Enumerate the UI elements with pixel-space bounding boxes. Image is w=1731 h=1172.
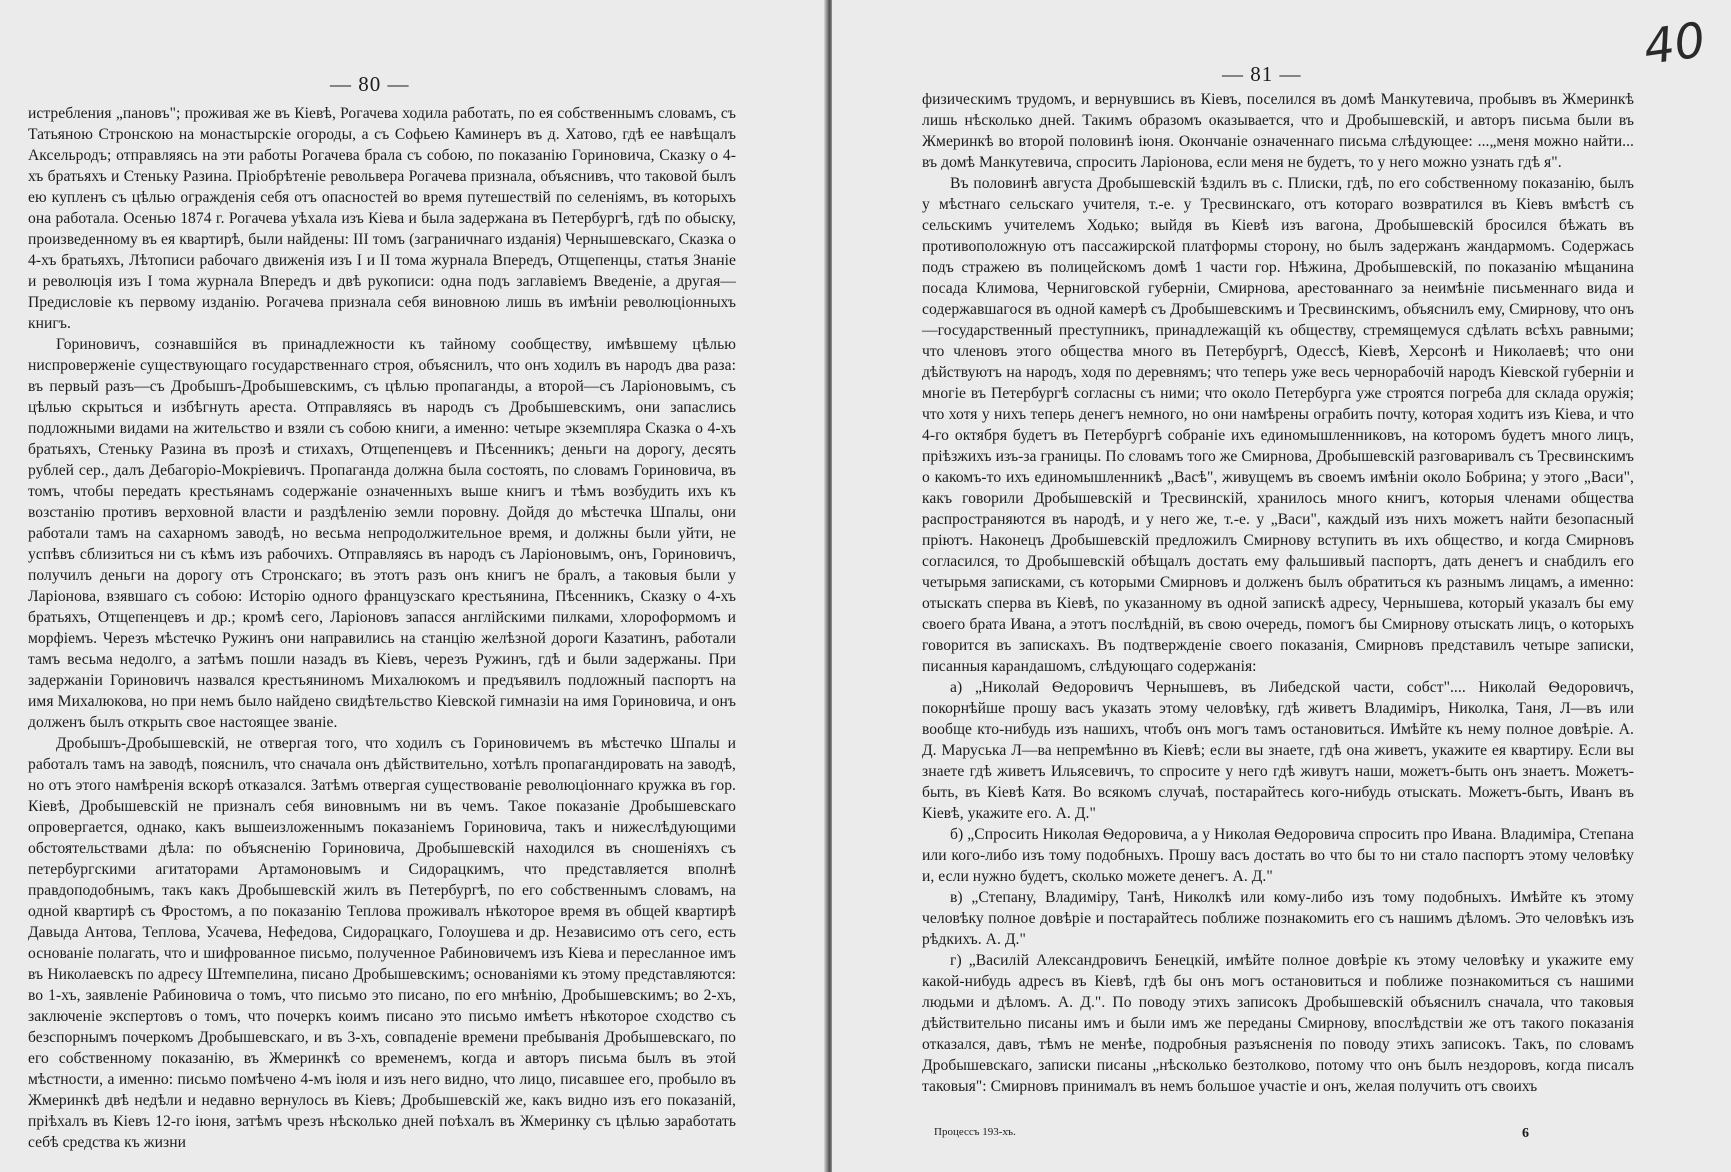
left-paragraph-2: Гориновичъ, сознавшійся въ принадлежности къ тайному сообществу, имѣвшему цѣлью ниспроверженіе существующаго государственнаго строя, объяснилъ, что онъ ходилъ въ народъ два раза: въ первый разъ—съ Дробышъ-Дробышевскимъ, съ цѣлью пропаганды, а второй—съ Ларіоновымъ, съ цѣлью скрыться и избѣгнуть ареста. Отправляясь въ народъ съ Дробышевскимъ, они запаслись подложными видами на жительство и взяли съ собою книги, а именно: четыре экземпляра Сказка о 4-хъ братьяхъ, Стеньку Разина въ прозѣ и стихахъ, Отщепенцевъ и Пѣсенникъ; деньги на дорогу, десять рублей сер., далъ Дебагоріо-Мокріевичъ. Пропаганда должна была состоять, по словамъ Гориновича, въ томъ, чтобы передать крестьянамъ содержаніе означенныхъ выше книгъ и тѣмъ возбудить ихъ къ возстанію противъ верховной власти и раздѣленію земли поровну. Дойдя до мѣстечка Шпалы, они работали тамъ на сахарномъ заводѣ, но весьма непродолжительное время, и должны были уйти, не успѣвъ сблизиться ни съ кѣмъ изъ рабочихъ. Отправляясь въ народъ съ Ларіоновымъ, онъ, Гориновичъ, получилъ деньги на дорогу отъ Стронскаго; въ этотъ разъ онъ книгъ не бралъ, а таковыя были у Ларіонова, взявшаго съ собою: Исторію одного французскаго крестьянина, Пѣсенникъ, Сказку о 4-хъ братьяхъ, Отщепенцевъ и др.; кромѣ сего, Ларіоновъ запасся англійскими пилками, хлороформомъ и морфіемъ. Черезъ мѣстечко Ружинъ они направились на станцію желѣзной дороги Казатинъ, работали тамъ весьма недолго, а затѣмъ пошли назадъ въ Кіевъ, черезъ Ружинъ, гдѣ и были задержаны. При задержаніи Гориновичъ назвался крестьяниномъ Михалюкомъ и предъявилъ подложный паспортъ на имя Михалюкова, но при немъ было найдено свидѣтельство Кіевской гимназіи на имя Гориновича, и онъ долженъ былъ открыть свое настоящее званіе. — [28, 336, 736, 731]
left-paragraph-1: истребления „пановъ"; проживая же въ Кіевѣ, Рогачева ходила работать, по ея собственнымъ словамъ, съ Татьяною Стронскою на монастырскіе огороды, а съ Софьею Каминеръ въ д. Хатово, гдѣ ее навѣщалъ Аксельродъ; отправляясь на эти работы Рогачева брала съ собою, по показанію Гориновича, Сказку о 4-хъ братьяхъ и Стеньку Разина. Пріобрѣтеніе револьвера Рогачева признала, объяснивъ, что таковой былъ ею купленъ съ цѣлью огражденія себя отъ опасностей во время путешествій по селеніямъ, въ которыхъ она работала. Осенью 1874 г. Рогачева уѣхала изъ Кіева и была задержана въ Петербургѣ, гдѣ по обыску, произведенному въ ея квартирѣ, были найдены: III томъ (заграничнаго изданія) Чернышевскаго, Сказка о 4-хъ братьяхъ, Лѣтописи рабочаго движенія изъ I и II тома журнала Впередъ, Отщепенцы, статья Знаніе и революція изъ I тома журнала Впередъ и двѣ рукописи: одна подъ заглавіемъ Введеніе, а другая—Предисловіе къ первому изданію. Рогачева признала себя виновною лишь въ имѣніи революціонныхъ книгъ. — [28, 105, 736, 332]
right-paragraph-4: б) „Спросить Николая Ѳедоровича, а у Николая Ѳедоровича спросить про Ивана. Владиміра, Степана или кого-либо изъ тому подобныхъ. Прошу васъ достать во что бы то ни стало паспортъ этому человѣку и, если нужно будетъ, сколько можете денегъ. А. Д." — [922, 826, 1634, 885]
page-number-right: — 81 — — [1222, 62, 1302, 86]
left-page-body — [28, 103, 736, 1153]
right-paragraph-1: физическимъ трудомъ, и вернувшись въ Кіевъ, поселился въ домѣ Манкутевича, пробывъ въ Жмеринкѣ лишь нѣсколько дней. Такимъ образомъ оказывается, что и Дробышевскій, и авторъ письма были въ Жмеринкѣ во второй половинѣ іюня. Окончаніе означеннаго письма слѣдующее: ...„меня можно найти... въ домѣ Манкутевича, спросить Ларіонова, если меня не будетъ, то у него можно узнать гдѣ я". — [922, 91, 1634, 171]
right-page — [832, 0, 1731, 1172]
right-paragraph-3: а) „Николай Ѳедоровичъ Чернышевъ, въ Либедской части, собст".... Николай Ѳедоровичъ, покорнѣйше прошу васъ указать этому человѣку, гдѣ живетъ Владиміръ, Николка, Таня, Л—въ или вообще кто-нибудь изъ нашихъ, чтобъ онъ могъ тамъ остановиться. Имѣйте къ нему полное довѣріе. А. Д. Маруська Л—ва непремѣнно въ Кіевѣ; если вы знаете, гдѣ она живетъ, укажите ея квартиру. Если вы знаете гдѣ живетъ Ильясевичъ, то спросите у него гдѣ живутъ наши, можетъ-быть онъ знаетъ. Можетъ-быть, въ Кіевѣ Катя. Во всякомъ случаѣ, постарайтесь кого-нибудь отыскать. Можетъ-быть, Иванъ въ Кіевѣ, укажите его. А. Д." — [922, 679, 1634, 822]
handwritten-folio-note: 40 — [1640, 12, 1709, 76]
right-page-body — [922, 89, 1634, 1097]
page-number-left: — 80 — — [330, 72, 410, 96]
footer-signature-title: Процессъ 193-хъ. — [934, 1126, 1016, 1138]
right-paragraph-5: в) „Степану, Владиміру, Танѣ, Николкѣ или кому-либо изъ тому подобныхъ. Имѣйте къ этому человѣку полное довѣріе и постарайтесь поближе познакомить его съ нашимъ дѣломъ. Это человѣкъ изъ рѣдкихъ. А. Д." — [922, 889, 1634, 948]
right-paragraph-2: Въ половинѣ августа Дробышевскій ѣздилъ въ с. Плиски, гдѣ, по его собственному показанію, былъ у мѣстнаго сельскаго учителя, т.-е. у Тресвинскаго, отъ котораго возвратился въ Кіевъ вмѣстѣ съ сельскимъ учителемъ Ходько; выйдя въ Кіевѣ изъ вагона, Дробышевскій бросился бѣжать въ противоположную отъ пассажирской платформы сторону, но былъ задержанъ жандармомъ. Содержась подъ стражею въ полицейскомъ домѣ 1 части гор. Нѣжина, Дробышевскій, по показанію мѣщанина посада Климова, Черниговской губерніи, Смирнова, арестованнаго за неимѣніе письменнаго вида и содержавшагося въ одной камерѣ съ Дробышевскимъ и Тресвинскимъ, объяснилъ ему, Смирнову, что онъ—государственный преступникъ, принадлежащій къ обществу, стремящемуся сдѣлать всѣхъ равными; что членовъ этого общества много въ Петербургѣ, Одессѣ, Кіевѣ, Херсонѣ и Николаевѣ; что они дѣйствуютъ на народъ, ходя по деревнямъ; что теперь уже весь чернорабочій народъ Кіевской губерніи и многіе въ Петербургѣ согласны съ ними; что около Петербурга уже строятся погреба для склада оружія; что хотя у нихъ теперь денегъ немного, но они намѣрены ограбить почту, которая ходитъ изъ Кіева, и что 4-го октября будетъ въ Петербургѣ собраніе ихъ единомышленниковъ, на которомъ будетъ много лицъ, пріѣзжихъ изъ-за границы. По словамъ того же Смирнова, Дробышевскій разговаривалъ съ Тресвинскимъ о какомъ-то ихъ единомышленникѣ „Васѣ", живущемъ въ своемъ имѣніи около Бобрина; у этого „Васи", какъ говорили Дробышевскій и Тресвинскій, хранилось много книгъ, которыя членами общества распространяются въ народѣ, и у него же, т.-е. у „Васи", каждый изъ нихъ можетъ найти безопасный пріютъ. Наконецъ Дробышевскій предложилъ Смирнову вступить въ ихъ общество, и когда Смирновъ согласился, то Дробышевскій обѣщалъ достать ему фальшивый паспортъ, дать денегъ и снабдилъ его четырьмя записками, съ которыми Смирновъ и долженъ былъ обратиться къ разнымъ лицамъ, а именно: отыскать сперва въ Кіевѣ, по указанному въ одной запискѣ адресу, Чернышева, который указалъ бы ему своего брата Ивана, а этотъ послѣдній, въ свою очередь, помогъ бы Смирнову отыскать лицъ, о которыхъ говорится въ запискахъ. Въ подтвержденіе своего показанія, Смирновъ представилъ четыре записки, писанныя карандашомъ, слѣдующаго содержанія: — [922, 175, 1634, 675]
footer-signature-number: 6 — [1522, 1126, 1529, 1141]
left-page — [0, 0, 826, 1172]
left-paragraph-3: Дробышъ-Дробышевскій, не отвергая того, что ходилъ съ Гориновичемъ въ мѣстечко Шпалы и работалъ тамъ на заводѣ, пояснилъ, что сначала онъ дѣйствительно, хотѣлъ пропагандировать на заводѣ, но отъ этого намѣренія вскорѣ отказался. Затѣмъ отвергая существованіе революціоннаго кружка въ гор. Кіевѣ, Дробышевскій не призналъ себя виновнымъ ни въ чемъ. Такое показаніе Дробышевскаго опровергается, однако, какъ вышеизложеннымъ показаніемъ Гориновича, такъ и нижеслѣдующими обстоятельствами дѣла: по объясненію Гориновича, Дробышевскій находился въ сношеніяхъ съ петербургскими агитаторами Артамоновымъ и Сидорацкимъ, что представляется вполнѣ правдоподобнымъ, такъ какъ Дробышевскій жилъ въ Петербургѣ, по его собственнымъ словамъ, на одной квартирѣ съ Фростомъ, а по показанію Теплова проживалъ нѣкоторое время въ общей квартирѣ Давыда Антова, Теплова, Усачева, Нефедова, Сидорацкаго, Голоушева и др. Независимо отъ сего, есть основаніе полагать, что и шифрованное письмо, полученное Рабиновичемъ изъ Кіева и пересланное имъ въ Николаевскъ по адресу Штемпелина, писано Дробышевскимъ; основаніями къ этому представляются: во 1-хъ, заявленіе Рабиновича о томъ, что письмо это писано, по его мнѣнію, Дробышевскимъ; во 2-хъ, заключеніе экспертовъ о томъ, что почеркъ коимъ писано это письмо имѣетъ нѣкоторое сходство съ безспорнымъ почеркомъ Дробышевскаго, и въ 3-хъ, совпаденіе времени пребыванія Дробышевскаго, по его собственному показанію, въ Жмеринкѣ со временемъ, когда и авторъ письма былъ въ этой мѣстности, а именно: письмо помѣчено 4-мъ іюля и изъ него видно, что лицо, писавшее его, пробыло въ Жмеринкѣ двѣ недѣли и недавно вернулось въ Кіевъ; Дробышевскій же, какъ видно изъ его показаній, пріѣхалъ въ Кіевъ 12-го іюня, затѣмъ чрезъ нѣсколько дней поѣхалъ въ Жмеринку съ цѣлью заработать себѣ средства къ жизни — [28, 735, 736, 1151]
right-paragraph-6: г) „Василій Александровичъ Бенецкій, имѣйте полное довѣріе къ этому человѣку и укажите ему какой-нибудь адресъ въ Кіевѣ, гдѣ бы онъ могъ остановиться и поближе познакомиться съ нашими людьми и дѣломъ. А. Д.". По поводу этихъ записокъ Дробышевскій объяснилъ сначала, что таковыя дѣйствительно писаны имъ и были имъ же переданы Смирнову, впослѣдствіи же отъ такого показанія отказался, давъ, тѣмъ не менѣе, подробныя разъясненія по поводу этихъ записокъ. Такъ, по словамъ Дробышевскаго, записки писаны „нѣсколько безтолково, потому что онъ былъ нездоровъ, когда писалъ таковыя": Смирновъ принималъ въ немъ большое участіе и онъ, желая получить отъ своихъ — [922, 952, 1634, 1095]
